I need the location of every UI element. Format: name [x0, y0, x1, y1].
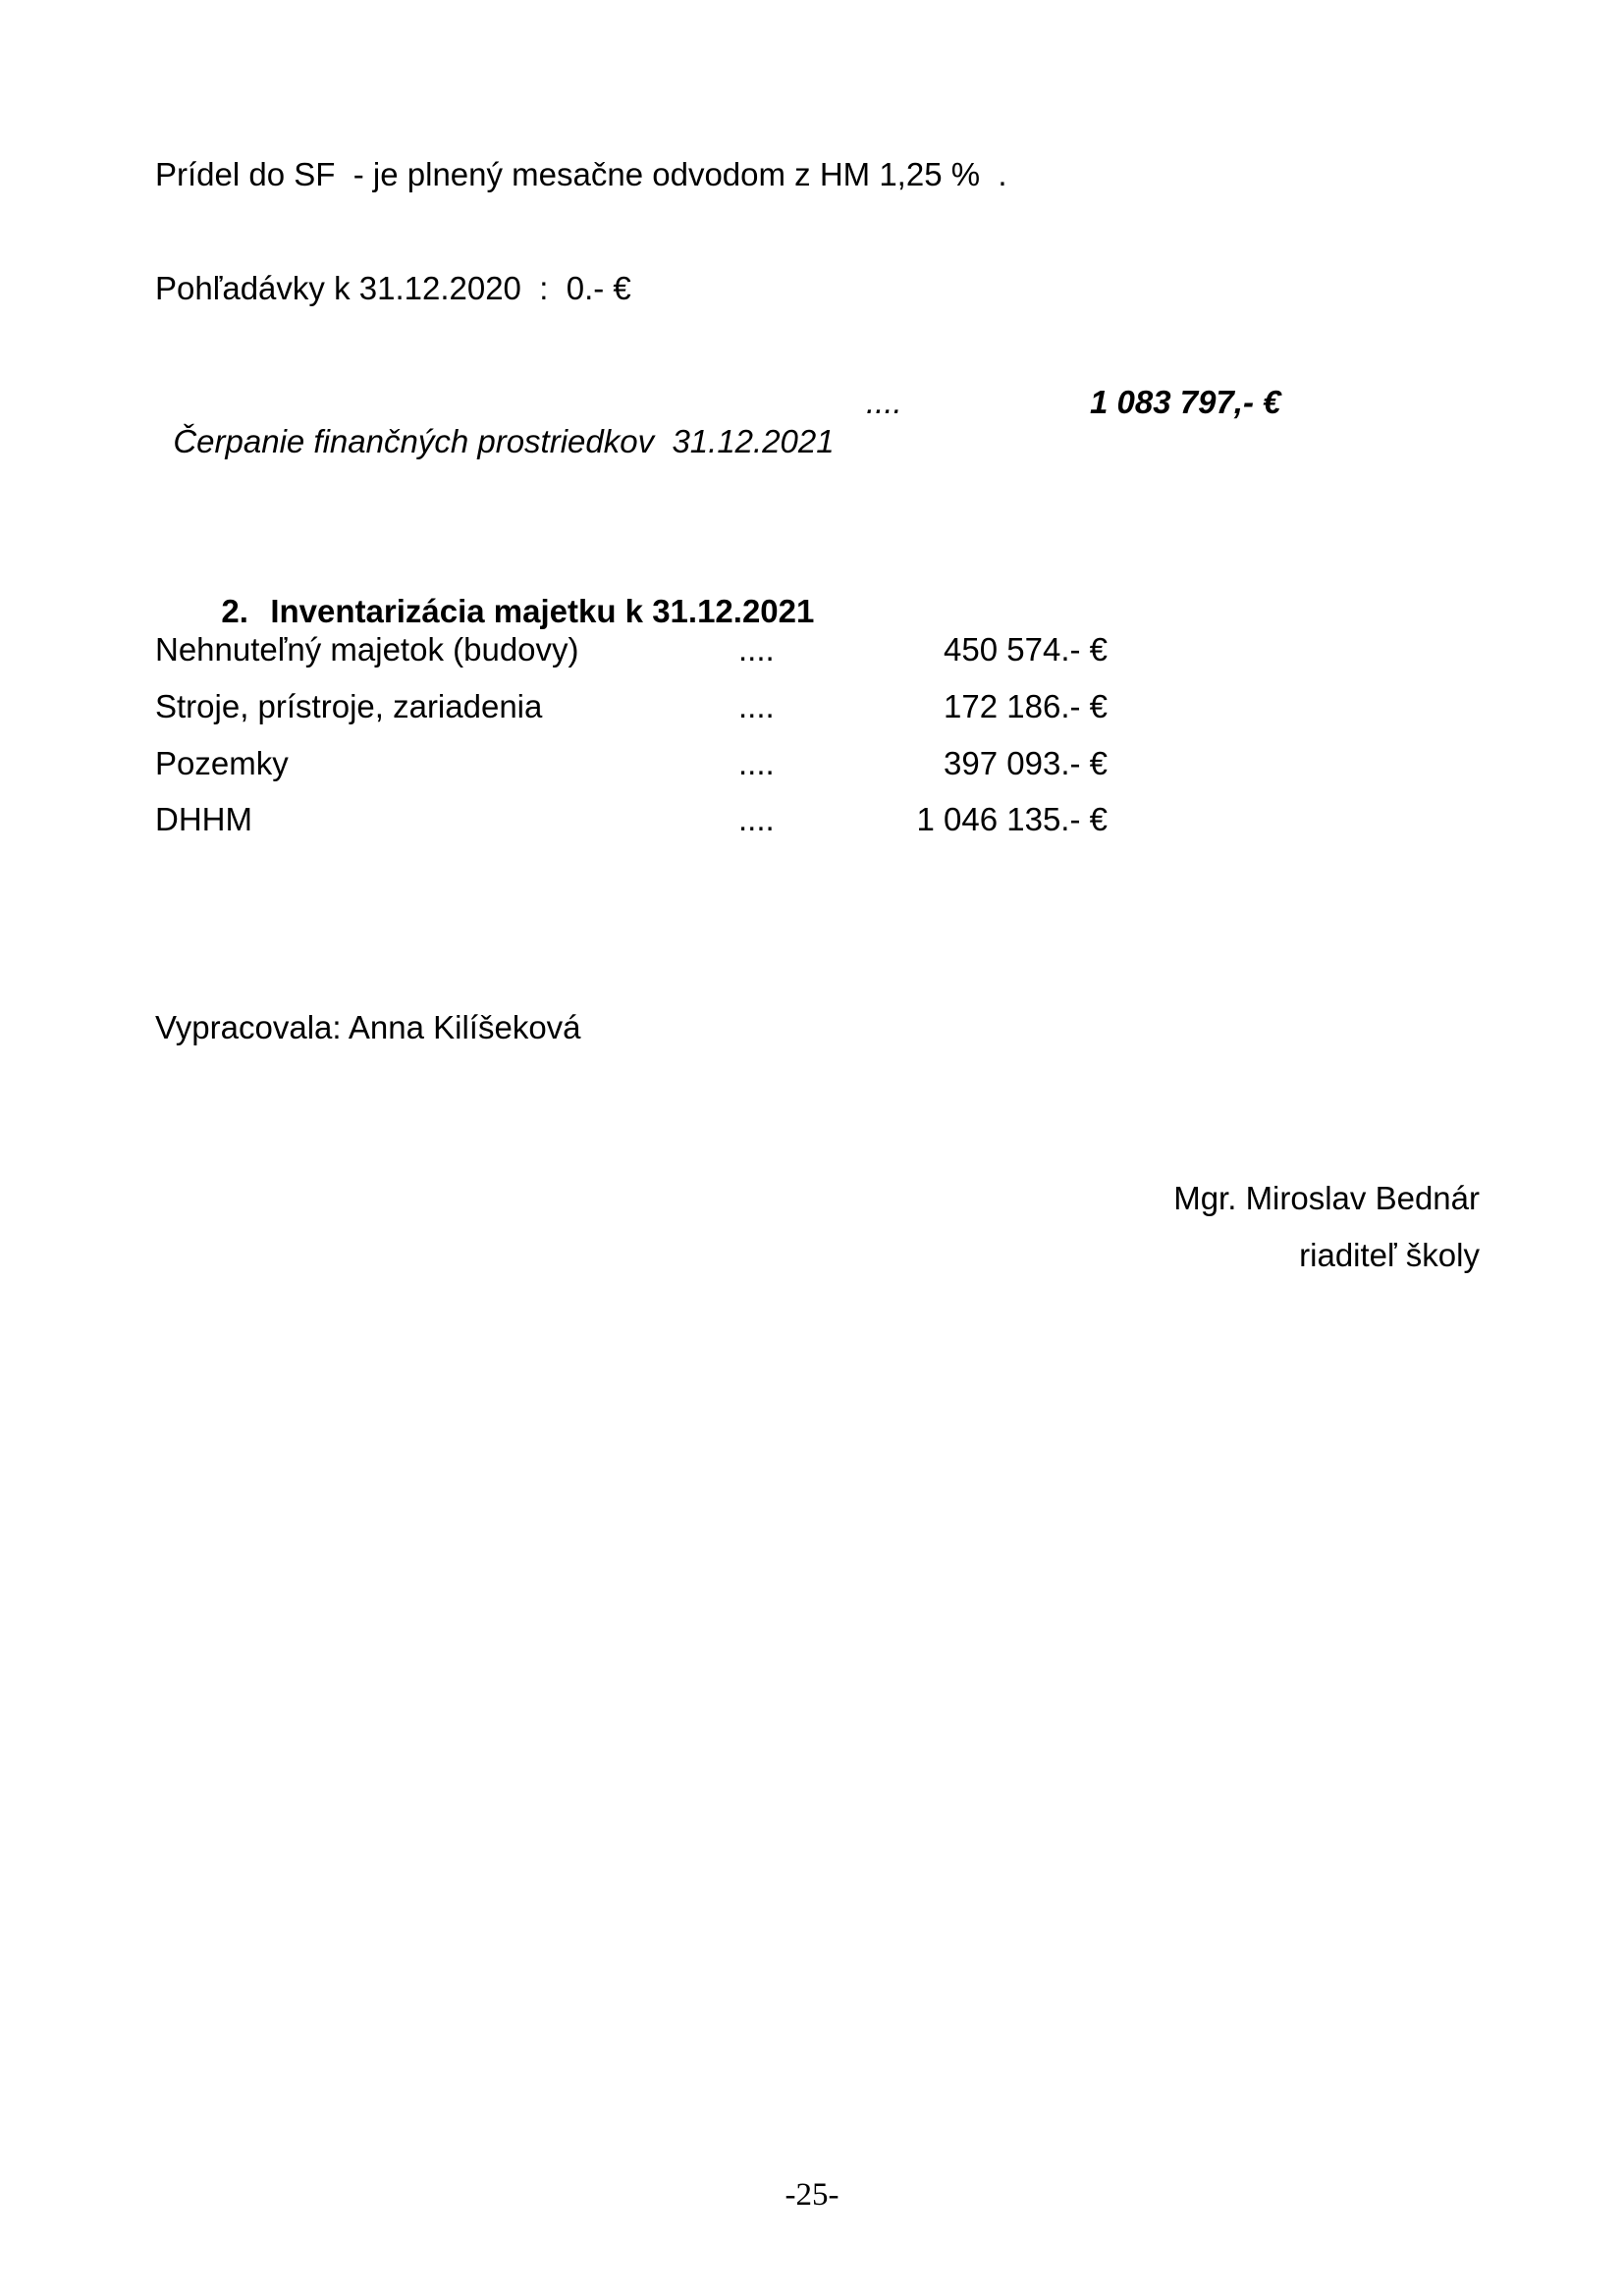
- prepared-by: Vypracovala: Anna Kilíšeková: [155, 1009, 581, 1045]
- asset-value: 172 186.- €: [944, 688, 1108, 724]
- spending-line: [155, 383, 1281, 540]
- asset-value: 450 574.- €: [944, 631, 1108, 667]
- section-title: Inventarizácia majetku k 31.12.2021: [270, 593, 815, 629]
- asset-label: DHHM: [155, 801, 252, 837]
- asset-label: Pozemky: [155, 745, 289, 781]
- asset-dots: ....: [738, 688, 775, 724]
- signer-role: riaditeľ školy: [1299, 1237, 1480, 1273]
- section-heading: [203, 553, 814, 631]
- spending-dots: ....: [866, 384, 902, 420]
- asset-row: [155, 630, 1108, 669]
- asset-dots: ....: [738, 801, 775, 837]
- receivables-text: Pohľadávky k 31.12.2020 : 0.- €: [155, 270, 631, 306]
- asset-dots: ....: [738, 631, 775, 667]
- asset-dots: ....: [738, 745, 775, 781]
- sf-allocation-text: Prídel do SF - je plnený mesačne odvodom z HM 1,25 % .: [155, 156, 1007, 192]
- asset-value: 1 046 135.- €: [916, 801, 1108, 837]
- page-number: -25-: [785, 2177, 839, 2213]
- signer-name: Mgr. Miroslav Bednár: [1173, 1180, 1480, 1216]
- asset-row: [155, 800, 1108, 839]
- asset-label: Nehnuteľný majetok (budovy): [155, 631, 579, 667]
- asset-row: [155, 687, 1108, 726]
- asset-label: Stroje, prístroje, zariadenia: [155, 688, 543, 724]
- spending-total: 1 083 797,- €: [1090, 384, 1281, 420]
- asset-value: 397 093.- €: [944, 745, 1108, 781]
- spending-label: Čerpanie finančných prostriedkov 31.12.2021: [173, 423, 835, 459]
- section-number: 2.: [221, 593, 248, 629]
- asset-row: [155, 744, 1108, 783]
